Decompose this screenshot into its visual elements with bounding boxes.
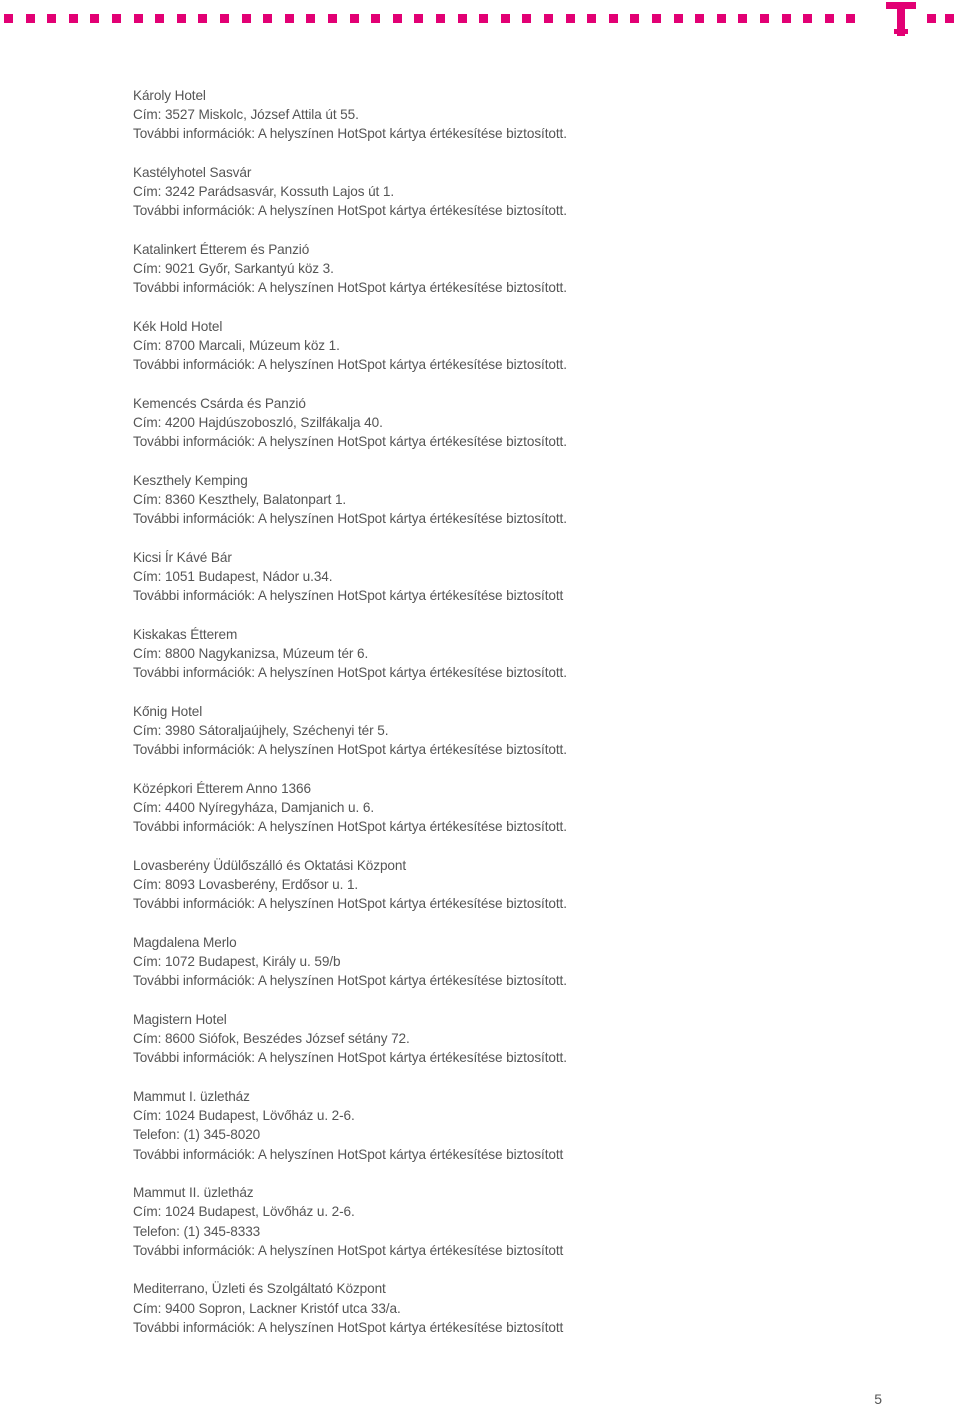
decorative-dot	[846, 14, 855, 23]
venue-detail: További információk: A helyszínen HotSpot kártya értékesítése biztosított.	[133, 1050, 567, 1066]
decorative-dot	[674, 14, 683, 23]
decorative-dot	[328, 14, 337, 23]
venue-detail: További információk: A helyszínen HotSpot kártya értékesítése biztosított.	[133, 819, 567, 835]
decorative-dot	[544, 14, 553, 23]
venue-entry	[133, 1279, 893, 1337]
venue-detail: További információk: A helyszínen HotSpot kártya értékesítése biztosított	[133, 1319, 564, 1335]
venue-detail: Cím: 3527 Miskolc, József Attila út 55.	[133, 107, 359, 123]
venue-entry	[133, 625, 893, 683]
venue-detail: Telefon: (1) 345-8020	[133, 1127, 261, 1143]
venue-detail: Cím: 4200 Hajdúszoboszló, Szilfákalja 40.	[133, 415, 383, 431]
venue-detail: További információk: A helyszínen HotSpot kártya értékesítése biztosított.	[133, 357, 567, 373]
venue-name: Középkori Étterem Anno 1366	[133, 781, 311, 796]
decorative-dot	[522, 14, 531, 23]
decorative-dot	[90, 14, 99, 23]
venue-detail: További információk: A helyszínen HotSpot kártya értékesítése biztosított.	[133, 742, 567, 758]
venue-detail: További információk: A helyszínen HotSpot kártya értékesítése biztosított	[133, 588, 564, 604]
decorative-dot	[717, 14, 726, 23]
venue-detail: Cím: 8600 Siófok, Beszédes József sétány 72.	[133, 1031, 410, 1047]
venue-name: Mammut II. üzletház	[133, 1185, 254, 1201]
venue-detail: Telefon: (1) 345-8333	[133, 1223, 261, 1239]
venue-detail: További információk: A helyszínen HotSpot kártya értékesítése biztosított.	[133, 434, 567, 450]
venue-entry	[133, 1087, 893, 1164]
decorative-dot-row	[0, 14, 880, 22]
decorative-dot	[220, 14, 229, 23]
decorative-dot	[630, 14, 639, 23]
venue-detail: Cím: 3980 Sátoraljaújhely, Széchenyi tér 5.	[133, 723, 389, 739]
venue-detail: Cím: 8700 Marcali, Múzeum köz 1.	[133, 338, 340, 354]
decorative-dot	[501, 14, 510, 23]
venue-name: Kék Hold Hotel	[133, 319, 223, 334]
venue-detail: Cím: 4400 Nyíregyháza, Damjanich u. 6.	[133, 800, 375, 816]
page-number: 5	[874, 1391, 882, 1407]
venue-detail: Cím: 8360 Keszthely, Balatonpart 1.	[133, 492, 347, 508]
venue-entry	[133, 394, 893, 452]
decorative-dot	[782, 14, 791, 23]
venue-detail: Cím: 9400 Sopron, Lackner Kristóf utca 33/a.	[133, 1300, 401, 1316]
decorative-dot	[242, 14, 251, 23]
decorative-dot	[587, 14, 596, 23]
venue-detail: További információk: A helyszínen HotSpot kártya értékesítése biztosított.	[133, 511, 567, 527]
decorative-dot	[803, 14, 812, 23]
decorative-dot	[760, 14, 769, 23]
venue-name: Kőnig Hotel	[133, 704, 203, 719]
venue-detail: További információk: A helyszínen HotSpot kártya értékesítése biztosított.	[133, 126, 567, 142]
venue-name: Kastélyhotel Sasvár	[133, 165, 252, 180]
venue-entry	[133, 933, 893, 991]
venue-detail: További információk: A helyszínen HotSpot kártya értékesítése biztosított	[133, 1242, 564, 1258]
decorative-dot	[263, 14, 272, 23]
decorative-dot	[26, 14, 35, 23]
venue-name: Katalinkert Étterem és Panzió	[133, 242, 310, 257]
decorative-dot	[350, 14, 359, 23]
decorative-dot	[198, 14, 207, 23]
decorative-dot	[393, 14, 402, 23]
decorative-dot	[927, 14, 936, 23]
venue-detail: Cím: 1051 Budapest, Nádor u.34.	[133, 569, 333, 585]
decorative-dot	[177, 14, 186, 23]
venue-name: Lovasberény Üdülőszálló és Oktatási Központ	[133, 858, 407, 873]
venue-name: Mammut I. üzletház	[133, 1089, 250, 1104]
venue-detail: Cím: 1024 Budapest, Lövőház u. 2-6.	[133, 1204, 355, 1220]
venue-entry	[133, 1010, 893, 1068]
decorative-dot	[69, 14, 78, 23]
decorative-dot	[436, 14, 445, 23]
venue-name: Mediterrano, Üzleti és Szolgáltató Központ	[133, 1281, 386, 1297]
venue-name: Károly Hotel	[133, 88, 206, 103]
decorative-dot	[479, 14, 488, 23]
venue-name: Keszthely Kemping	[133, 473, 248, 488]
venue-detail: Cím: 9021 Győr, Sarkantyú köz 3.	[133, 261, 334, 277]
decorative-dot	[371, 14, 380, 23]
venue-entry	[133, 471, 893, 529]
decorative-dot	[695, 14, 704, 23]
venue-detail: További információk: A helyszínen HotSpot kártya értékesítése biztosított.	[133, 665, 567, 681]
venue-detail: További információk: A helyszínen HotSpot kártya értékesítése biztosított	[133, 1146, 564, 1162]
telekom-t-icon	[886, 0, 916, 36]
venue-entry	[133, 548, 893, 606]
venue-detail: Cím: 1024 Budapest, Lövőház u. 2-6.	[133, 1108, 355, 1124]
venue-entry	[133, 702, 893, 760]
decorative-dot	[112, 14, 121, 23]
venue-detail: További információk: A helyszínen HotSpot kártya értékesítése biztosított.	[133, 973, 567, 989]
decorative-dot	[945, 14, 954, 23]
venue-entry	[133, 163, 893, 221]
header-band	[0, 0, 960, 40]
decorative-dot	[652, 14, 661, 23]
decorative-dot	[566, 14, 575, 23]
venue-entry	[133, 779, 893, 837]
decorative-dot	[285, 14, 294, 23]
venue-detail: További információk: A helyszínen HotSpot kártya értékesítése biztosított.	[133, 203, 567, 219]
decorative-dot	[155, 14, 164, 23]
venue-detail: Cím: 1072 Budapest, Király u. 59/b	[133, 954, 341, 970]
venue-name: Magistern Hotel	[133, 1012, 227, 1027]
venue-name: Kicsi Ír Kávé Bár	[133, 550, 232, 565]
decorative-dot	[4, 14, 13, 23]
venue-entry	[133, 240, 893, 298]
decorative-dot	[306, 14, 315, 23]
decorative-dot	[738, 14, 747, 23]
decorative-dot	[47, 14, 56, 23]
venue-entry	[133, 856, 893, 914]
venue-entry	[133, 86, 893, 144]
decorative-dot	[609, 14, 618, 23]
decorative-dot	[458, 14, 467, 23]
venue-detail: Cím: 8093 Lovasberény, Erdősor u. 1.	[133, 877, 359, 893]
venue-name: Kiskakas Étterem	[133, 627, 238, 642]
venue-name: Magdalena Merlo	[133, 935, 237, 950]
venue-entry	[133, 317, 893, 375]
venue-name: Kemencés Csárda és Panzió	[133, 396, 306, 411]
decorative-dot	[414, 14, 423, 23]
venue-entry	[133, 1183, 893, 1260]
decorative-dot	[134, 14, 143, 23]
venue-detail: További információk: A helyszínen HotSpot kártya értékesítése biztosított.	[133, 280, 567, 296]
venue-list	[133, 86, 893, 1356]
venue-detail: Cím: 8800 Nagykanizsa, Múzeum tér 6.	[133, 646, 369, 662]
decorative-dot	[825, 14, 834, 23]
venue-detail: Cím: 3242 Parádsasvár, Kossuth Lajos út 1.	[133, 184, 395, 200]
venue-detail: További információk: A helyszínen HotSpot kártya értékesítése biztosított.	[133, 896, 567, 912]
